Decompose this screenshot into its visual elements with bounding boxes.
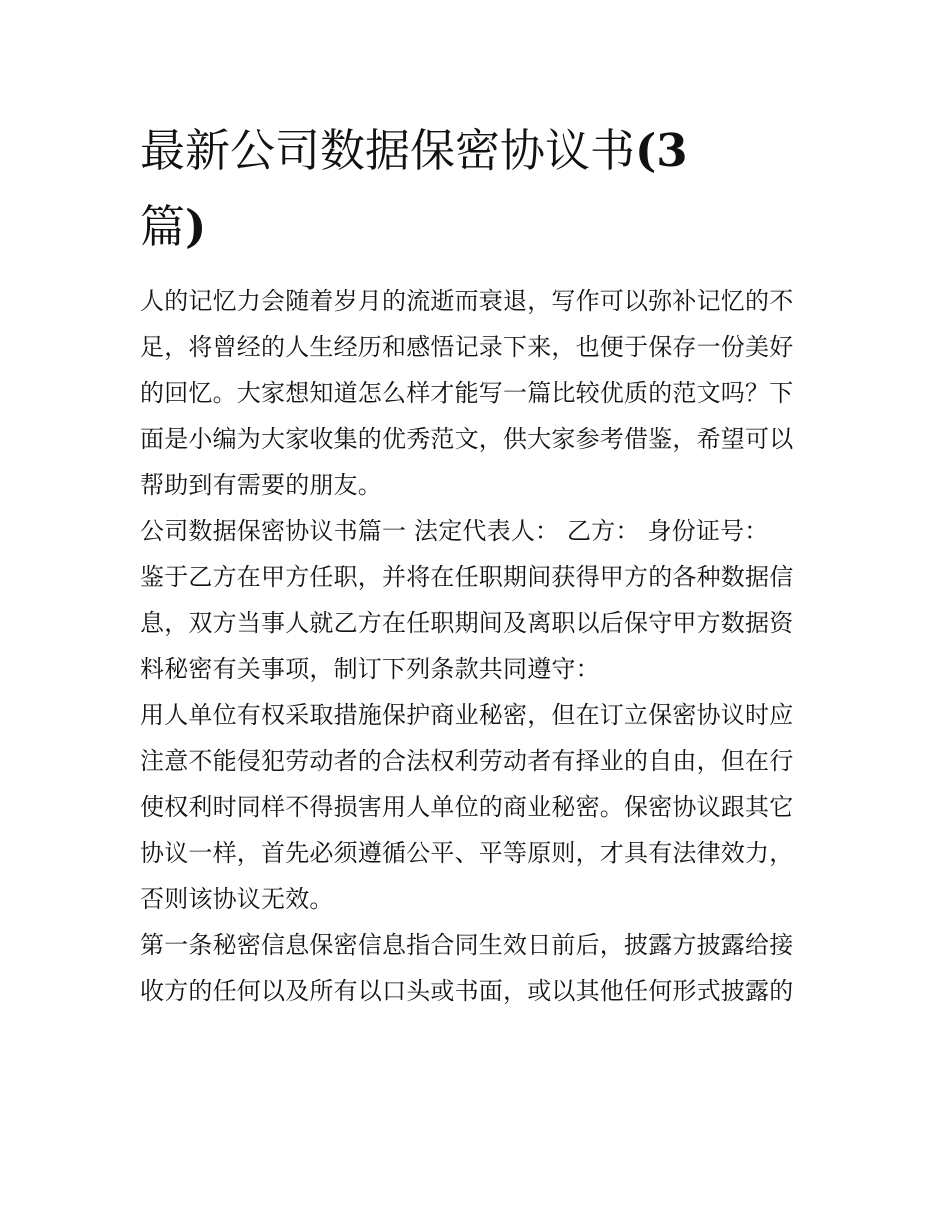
title-text-main: 最新公司数据保密协议书 <box>140 124 636 177</box>
text-line: 使权利时同样不得损害用人单位的商业秘密。保密协议跟其它 <box>140 793 794 821</box>
text-line: 息，双方当事人就乙方在任职期间及离职以后保守甲方数据资 <box>140 609 794 637</box>
text-line: 注意不能侵犯劳动者的合法权利劳动者有择业的自由，但在行 <box>140 747 794 775</box>
paragraph-employer-rights <box>140 692 820 922</box>
text-line: 人的记忆力会随着岁月的流逝而衰退，写作可以弥补记忆的不 <box>140 287 794 315</box>
paragraph-intro <box>140 278 820 508</box>
document-title <box>140 113 820 265</box>
text-line: 第一条秘密信息保密信息指合同生效日前后，披露方披露给接 <box>140 931 794 959</box>
text-line: 足，将曾经的人生经历和感悟记录下来，也便于保存一份美好 <box>140 333 794 361</box>
paragraph-recital <box>140 554 820 692</box>
text-line: 公司数据保密协议书篇一 法定代表人： 乙方： 身份证号： <box>140 517 769 545</box>
title-text-count: (3 <box>635 124 688 177</box>
text-line: 料秘密有关事项，制订下列条款共同遵守： <box>140 655 600 683</box>
title-text-close: ) <box>185 200 207 253</box>
document-body <box>140 278 820 1014</box>
text-line: 收方的任何以及所有以口头或书面，或以其他任何形式披露的 <box>140 977 794 1005</box>
text-line: 的回忆。大家想知道怎么样才能写一篇比较优质的范文吗？下 <box>140 379 794 407</box>
text-line: 协议一样，首先必须遵循公平、平等原则，才具有法律效力， <box>140 839 794 867</box>
text-line: 帮助到有需要的朋友。 <box>140 471 382 499</box>
paragraph-parties <box>140 508 820 554</box>
paragraph-article-one <box>140 922 820 1014</box>
text-line: 用人单位有权采取措施保护商业秘密，但在订立保密协议时应 <box>140 701 794 729</box>
text-line: 鉴于乙方在甲方任职，并将在任职期间获得甲方的各种数据信 <box>140 563 794 591</box>
text-line: 面是小编为大家收集的优秀范文，供大家参考借鉴，希望可以 <box>140 425 794 453</box>
text-line: 否则该协议无效。 <box>140 885 334 913</box>
title-text-unit: 篇 <box>140 200 186 253</box>
